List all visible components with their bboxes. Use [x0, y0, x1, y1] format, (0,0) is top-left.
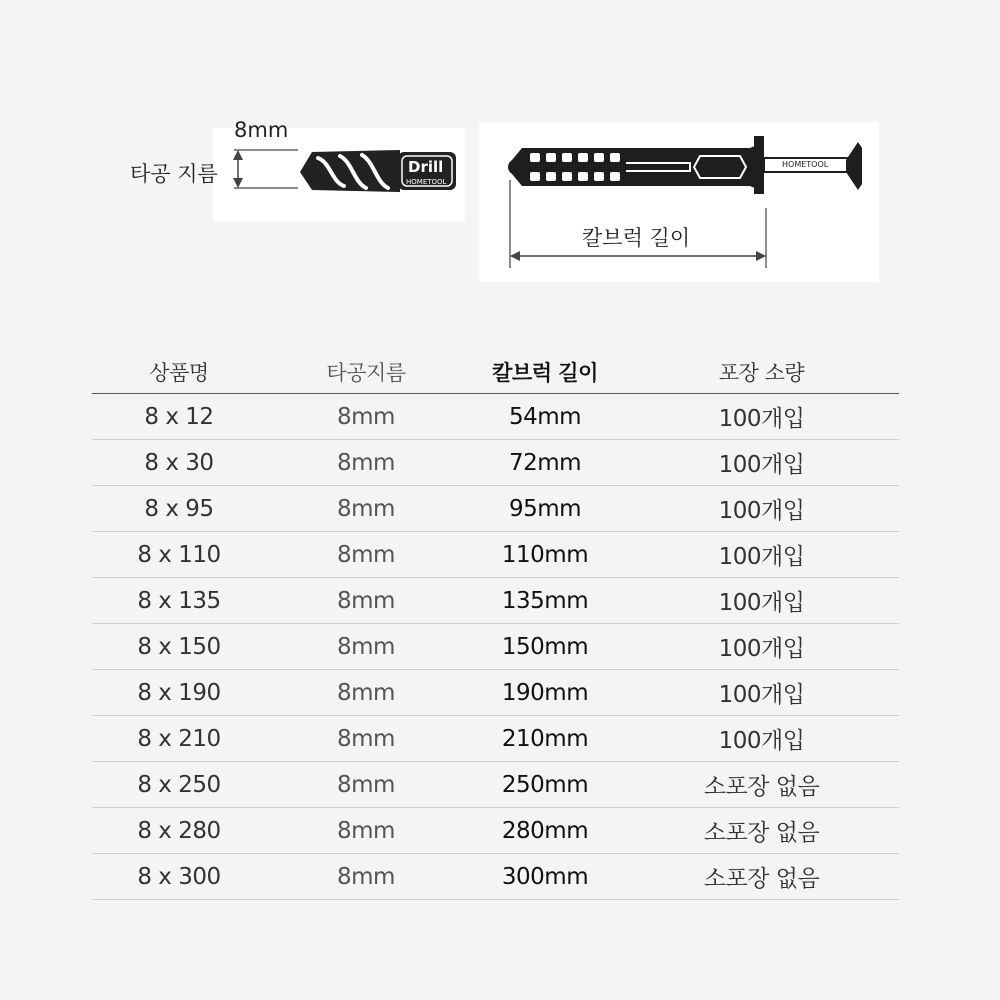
package-qty-cell: 100개입: [718, 452, 805, 478]
anchor-length-cell: 210mm: [501, 725, 589, 752]
table-row: [92, 394, 899, 440]
hole-diameter-cell: 8mm: [337, 817, 395, 844]
hole-diameter-cell: 8mm: [337, 725, 395, 752]
table-row: [92, 808, 899, 854]
header-hole-diameter: 타공지름: [326, 360, 406, 385]
package-qty-cell: 소포장 없음: [703, 774, 820, 800]
header-product-name: 상품명: [149, 360, 209, 385]
hole-diameter-cell: 8mm: [337, 863, 395, 890]
wall-anchor-icon: [0, 0, 1000, 300]
product-name-cell: 8 x 280: [137, 817, 221, 844]
package-qty-cell: 소포장 없음: [703, 866, 820, 892]
diameter-label: 타공 지름: [130, 162, 218, 186]
table-row: [92, 762, 899, 808]
table-row: [92, 670, 899, 716]
package-qty-cell: 100개입: [718, 682, 805, 708]
anchor-length-cell: 95mm: [508, 495, 582, 522]
anchor-length-cell: 110mm: [501, 541, 589, 568]
product-name-cell: 8 x 30: [144, 449, 214, 476]
hole-diameter-cell: 8mm: [337, 771, 395, 798]
table-row: [92, 716, 899, 762]
table-row: [92, 486, 899, 532]
anchor-length-cell: 135mm: [501, 587, 589, 614]
anchor-length-cell: 250mm: [501, 771, 589, 798]
hole-diameter-cell: 8mm: [337, 449, 395, 476]
anchor-brand: HOMETOOL: [782, 160, 829, 169]
anchor-length-cell: 190mm: [501, 679, 589, 706]
product-name-cell: 8 x 110: [137, 541, 221, 568]
spec-table: [92, 350, 899, 900]
drill-sub-brand: HOMETOOL: [406, 178, 447, 186]
anchor-length-cell: 300mm: [501, 863, 589, 890]
hole-diameter-cell: 8mm: [337, 679, 395, 706]
product-name-cell: 8 x 150: [137, 633, 221, 660]
product-name-cell: 8 x 250: [137, 771, 221, 798]
product-name-cell: 8 x 135: [137, 587, 221, 614]
hole-diameter-cell: 8mm: [337, 403, 395, 430]
header-anchor-length: 칼브럭 길이: [492, 360, 598, 385]
table-row: [92, 624, 899, 670]
product-name-cell: 8 x 190: [137, 679, 221, 706]
hole-diameter-cell: 8mm: [337, 495, 395, 522]
diameter-value: 8mm: [234, 118, 289, 142]
table-row: [92, 440, 899, 486]
package-qty-cell: 100개입: [718, 590, 805, 616]
hole-diameter-cell: 8mm: [337, 633, 395, 660]
table-row: [92, 578, 899, 624]
hole-diameter-cell: 8mm: [337, 587, 395, 614]
product-name-cell: 8 x 300: [137, 863, 221, 890]
package-qty-cell: 100개입: [718, 728, 805, 754]
table-row: [92, 854, 899, 900]
table-row: [92, 532, 899, 578]
package-qty-cell: 100개입: [718, 636, 805, 662]
table-header: [92, 350, 899, 394]
package-qty-cell: 100개입: [718, 498, 805, 524]
product-name-cell: 8 x 12: [144, 403, 214, 430]
drill-brand: Drill: [408, 158, 444, 176]
package-qty-cell: 소포장 없음: [703, 820, 820, 846]
header-package-qty: 포장 소량: [718, 360, 805, 385]
anchor-length-cell: 72mm: [508, 449, 582, 476]
length-label: 칼브럭 길이: [582, 226, 691, 250]
anchor-length-cell: 280mm: [501, 817, 589, 844]
package-qty-cell: 100개입: [718, 544, 805, 570]
package-qty-cell: 100개입: [718, 406, 805, 432]
hole-diameter-cell: 8mm: [337, 541, 395, 568]
product-name-cell: 8 x 210: [137, 725, 221, 752]
anchor-length-cell: 54mm: [508, 403, 582, 430]
product-name-cell: 8 x 95: [144, 495, 214, 522]
anchor-length-cell: 150mm: [501, 633, 589, 660]
